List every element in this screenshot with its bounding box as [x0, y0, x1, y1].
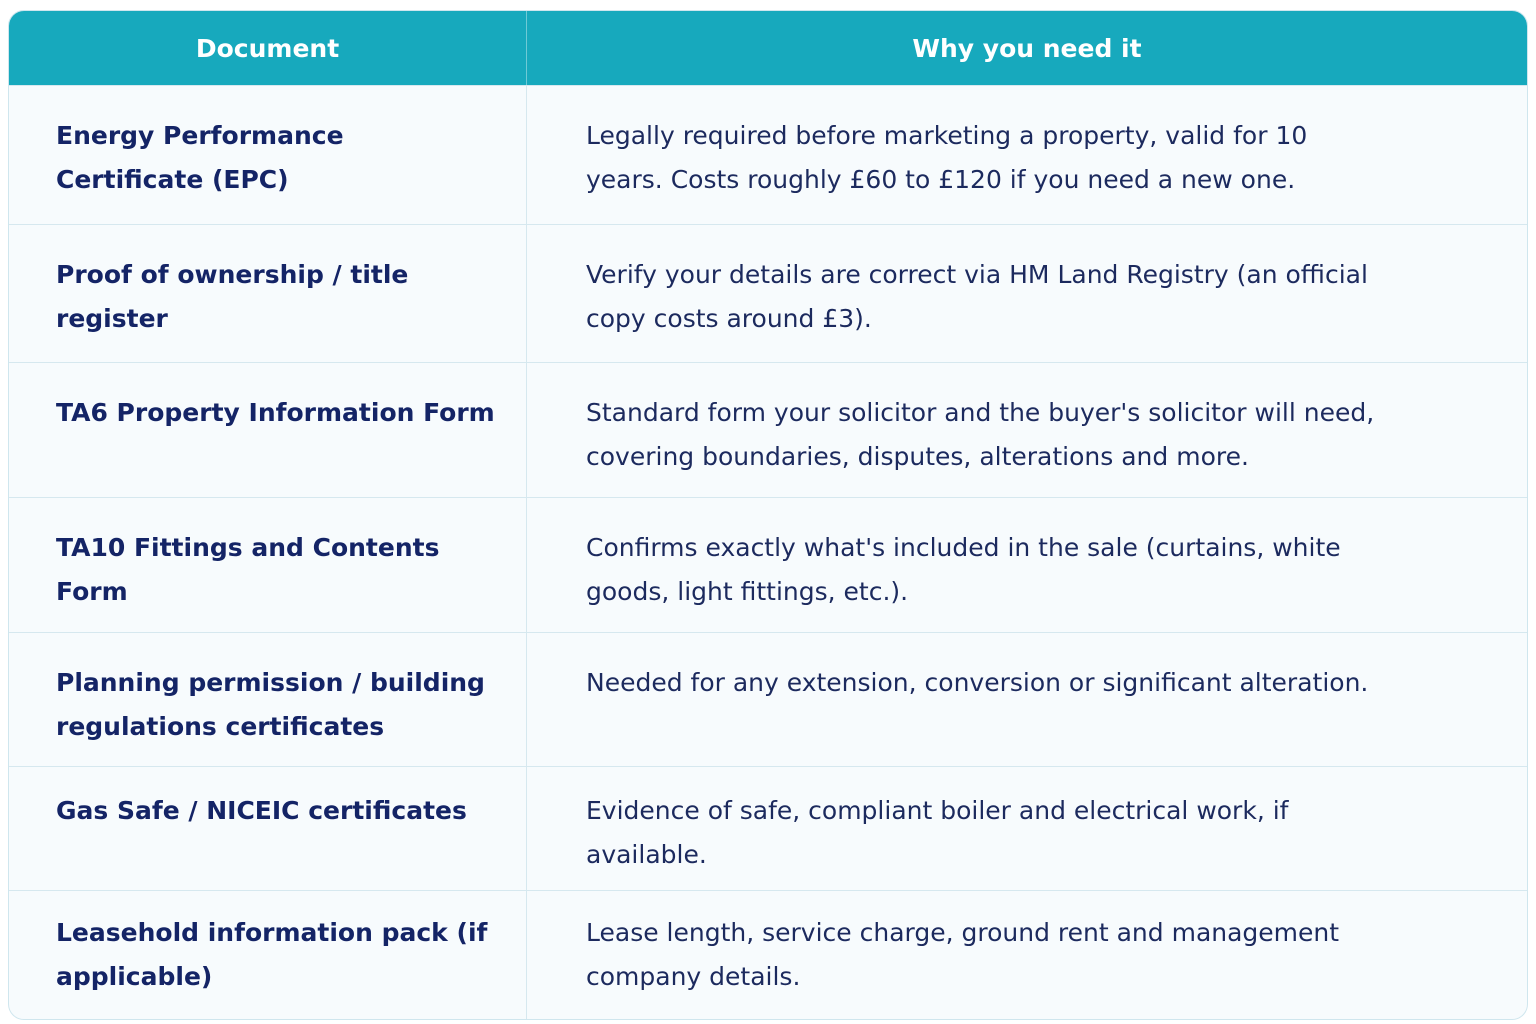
table-row: [9, 632, 1527, 766]
header-document: Document: [9, 11, 527, 85]
document-cell: TA6 Property Information Form: [9, 363, 527, 497]
table-row: [9, 362, 1527, 497]
header-why-you-need-it: Why you need it: [912, 33, 1142, 63]
table-row: [9, 85, 1527, 224]
reason-cell: Needed for any extension, conversion or significant alteration.: [586, 668, 1369, 697]
reason-cell: Lease length, service charge, ground rent and management company details.: [586, 918, 1340, 991]
table-row: [9, 766, 1527, 890]
reason-cell: Legally required before marketing a property, valid for 10 years. Costs roughly £60 to £120 if you need a new one.: [586, 121, 1308, 194]
reason-cell: Evidence of safe, compliant boiler and electrical work, if available.: [586, 796, 1289, 869]
document-cell: Leasehold information pack (if applicable): [9, 891, 527, 1020]
reason-cell: Confirms exactly what's included in the sale (curtains, white goods, light fittings, etc.).: [586, 533, 1341, 606]
table-row: [9, 224, 1527, 362]
table-header: [9, 11, 1527, 85]
reason-cell: Verify your details are correct via HM Land Registry (an official copy costs around £3).: [586, 260, 1368, 333]
document-cell: Proof of ownership / title register: [9, 225, 527, 362]
document-cell: Energy Performance Certificate (EPC): [9, 86, 527, 224]
table-row: [9, 497, 1527, 632]
document-cell: Planning permission / building regulations certificates: [9, 633, 527, 766]
table-row: [9, 890, 1527, 1020]
document-cell: TA10 Fittings and Contents Form: [9, 498, 527, 632]
document-cell: Gas Safe / NICEIC certificates: [9, 767, 527, 890]
reason-cell: Standard form your solicitor and the buyer's solicitor will need, covering boundaries, disputes, alterations and more.: [586, 398, 1375, 471]
documents-table: [8, 10, 1528, 1020]
